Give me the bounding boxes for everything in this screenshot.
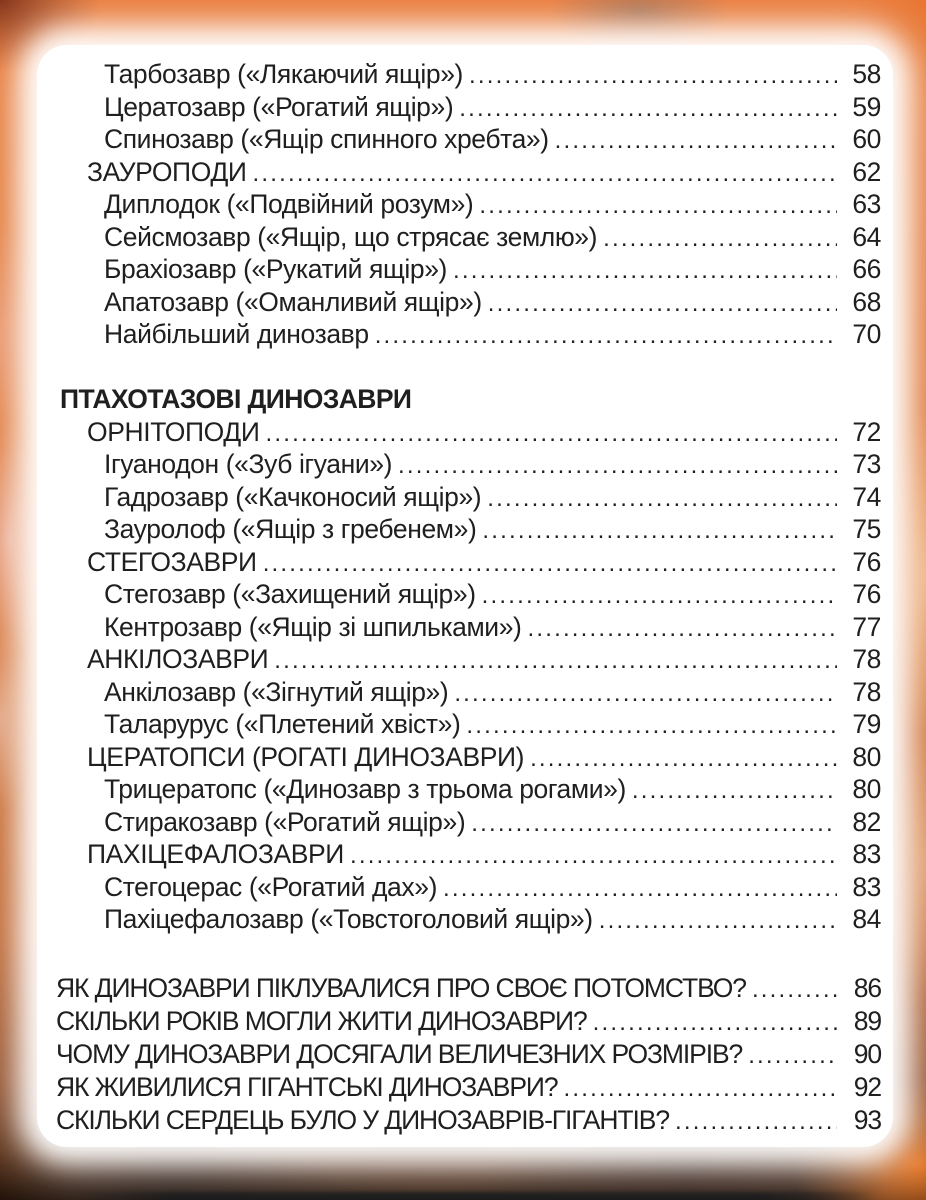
toc-spacer [37,936,881,972]
toc-entry-label: Сейсмозавр («Ящір, що стрясає землю») [104,221,598,252]
toc-row [37,91,881,124]
dot-leader [530,741,837,776]
toc-row [37,578,881,611]
toc-entry-label: Пахіцефалозавр («Товстоголовий ящір») [104,904,593,934]
toc-entry-label: АНКІЛОЗАВРИ [87,644,269,674]
toc-entry-label: Стегозавр («Захищений ящір») [104,579,476,609]
dot-leader [265,416,837,451]
toc-row [37,188,881,221]
toc-row [37,708,881,741]
toc-entry-label: СКІЛЬКИ СЕРДЕЦЬ БУЛО У ДИНОЗАВРІВ-ГІГАНТІВ? [56,1104,669,1135]
page-number: 59 [852,91,881,122]
page-number: 70 [852,319,881,349]
page-number: 78 [852,644,881,674]
page-number: 78 [852,676,881,707]
toc-row [37,871,881,904]
toc-row [37,1005,881,1038]
page-number: 74 [852,481,881,512]
dot-leader [593,1005,837,1039]
toc-entry-label: ЦЕРАТОПСИ (РОГАТІ ДИНОЗАВРИ) [87,741,525,772]
dot-leader [488,286,837,321]
toc-entry-label: ПАХІЦЕФАЛОЗАВРИ [87,839,344,869]
dot-leader [603,221,837,256]
page-number: 62 [852,156,881,187]
toc-entry-label: СТЕГОЗАВРИ [87,546,257,577]
toc-entry-label: Ігуанодон («Зуб ігуани») [104,449,393,479]
dot-leader [482,578,837,613]
toc-row [37,253,881,286]
dot-leader [466,708,837,743]
page-number: 76 [852,579,881,609]
toc-spacer [37,351,881,384]
dot-leader [375,318,837,353]
toc-row [37,806,881,839]
toc-row [37,838,881,871]
page-number: 93 [853,1104,881,1135]
toc-entry-label: Гадрозавр («Качконосий ящір») [104,481,482,512]
toc-row [37,972,881,1005]
toc-entry-label: Анкілозавр («Зігнутий ящір») [104,676,449,707]
toc-row [37,221,881,254]
dot-leader [564,1071,838,1105]
toc-entry-label: Кентрозавр («Ящір зі шпильками») [104,611,522,642]
toc-row [37,643,881,676]
toc-row [37,676,881,709]
toc-row [37,903,881,936]
page-number: 92 [853,1071,881,1102]
dot-leader [398,448,837,483]
toc-row [37,611,881,644]
dot-leader [599,903,837,938]
toc-row [37,773,881,806]
toc-entry-label: ЗАУРОПОДИ [87,156,247,187]
toc-row [37,513,881,546]
toc-entry-label: СКІЛЬКИ РОКІВ МОГЛИ ЖИТИ ДИНОЗАВРИ? [56,1005,587,1036]
page-number: 60 [852,124,881,154]
toc-entry-label: Стиракозавр («Рогатий ящір») [104,806,466,837]
page-number: 72 [852,416,881,447]
toc-row [37,1104,881,1137]
page-number: 64 [852,221,881,252]
dot-leader [752,972,837,1006]
dot-leader [479,188,837,223]
dot-leader [471,806,837,841]
toc-entry-label: ОРНІТОПОДИ [87,416,260,447]
toc-entry-label: Цератозавр («Рогатий ящір») [104,91,454,122]
toc-entry-label: Брахіозавр («Рукатий ящір») [104,254,447,284]
toc-row [37,318,881,351]
page-number: 86 [853,972,881,1003]
toc-row [37,741,881,774]
toc-row [37,448,881,481]
toc-entry-label: Спинозавр («Ящір спинного хребта») [104,124,549,154]
dot-leader [469,58,837,93]
page-number: 80 [852,741,881,772]
toc-entry-label: ЯК ДИНОЗАВРИ ПІКЛУВАЛИСЯ ПРО СВОЄ ПОТОМСТВО? [56,972,746,1003]
page-number: 66 [852,254,881,284]
toc-row [37,1071,881,1104]
toc-entry-label: Найбільший динозавр [104,319,369,349]
page-number: 58 [852,59,881,89]
toc-entry-label: Тарбозавр («Лякаючий ящір») [104,59,463,89]
toc-entry-label: ЧОМУ ДИНОЗАВРИ ДОСЯГАЛИ ВЕЛИЧЕЗНИХ РОЗМІРІВ? [56,1038,743,1069]
dot-leader [748,1038,837,1072]
photo-border-bottom-shadow [80,1192,876,1200]
dot-leader [482,513,837,548]
toc-row [37,156,881,189]
toc-page [37,45,893,1147]
dot-leader [632,773,837,808]
toc-entry-label: Апатозавр («Оманливий ящір») [104,286,482,317]
page-number: 80 [852,774,881,804]
dot-leader [675,1104,837,1138]
toc-entry-label: Трицератопс («Динозавр з трьома рогами») [104,774,626,804]
page-number: 83 [852,839,881,869]
toc-entry-label: Зауролоф («Ящір з гребенем») [104,514,477,544]
dot-leader [487,481,837,516]
page-number: 84 [852,904,881,934]
dot-leader [253,156,837,191]
page-number: 90 [853,1038,881,1069]
page-number: 75 [852,514,881,544]
dot-leader [350,838,837,873]
dot-leader [527,611,837,646]
toc-entry-label: Стегоцерас («Рогатий дах») [104,871,438,902]
page-number: 73 [852,449,881,479]
toc-row [37,58,881,91]
toc-row [37,1038,881,1071]
dot-leader [263,546,837,581]
toc-row [37,416,881,449]
page-number: 68 [852,286,881,317]
toc-chapter-heading [37,383,881,416]
dot-leader [453,253,837,288]
toc-row [37,286,881,319]
toc-entry-label: Таларурус («Плетений хвіст») [104,709,461,739]
page-number: 83 [852,871,881,902]
page-number: 79 [852,709,881,739]
dot-leader [274,643,837,678]
toc-entry-label: Диплодок («Подвійний розум») [104,189,474,219]
page-number: 63 [852,189,881,219]
page-number: 76 [852,546,881,577]
page-number: 82 [852,806,881,837]
toc-entry-label: ПТАХОТАЗОВІ ДИНОЗАВРИ [60,384,412,414]
page-number: 77 [852,611,881,642]
dot-leader [555,123,837,158]
toc-row [37,123,881,156]
dot-leader [443,871,837,906]
page-number: 89 [853,1005,881,1036]
toc-row [37,481,881,514]
toc-entry-label: ЯК ЖИВИЛИСЯ ГІГАНТСЬКІ ДИНОЗАВРИ? [56,1071,558,1102]
toc-list [37,58,881,1137]
dot-leader [454,676,837,711]
dot-leader [459,91,837,126]
toc-row [37,546,881,579]
